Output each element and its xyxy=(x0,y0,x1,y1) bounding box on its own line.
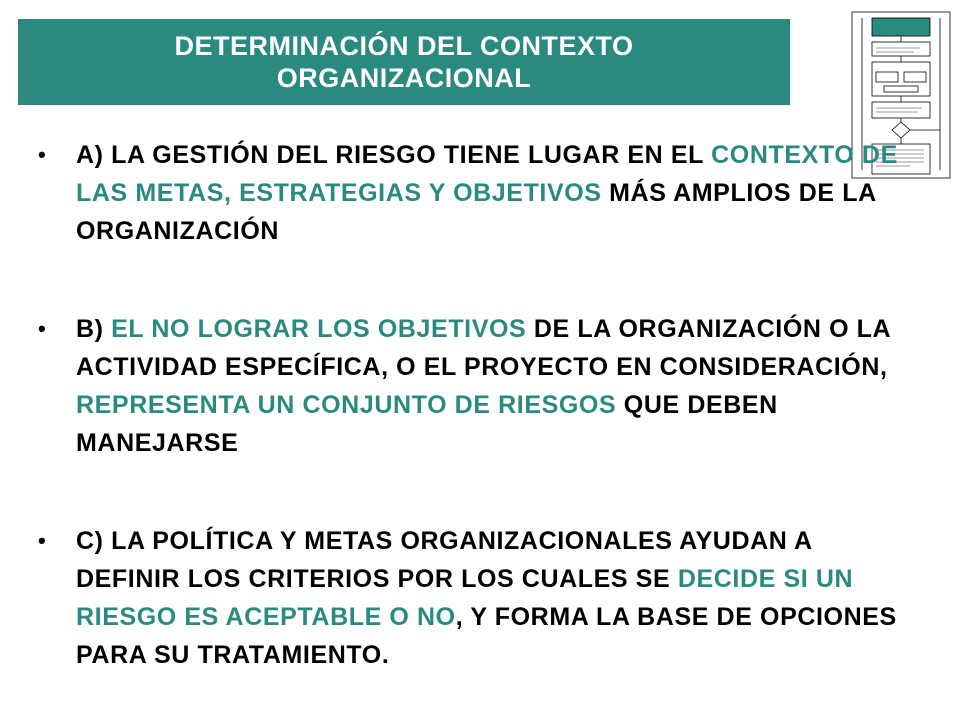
slide-title-line2: ORGANIZACIONAL xyxy=(276,63,532,93)
bullet-item-a xyxy=(36,136,906,250)
bullet-highlight: CONTEXTO DE LAS METAS, ESTRATEGIAS Y OBJETIVOS xyxy=(76,141,898,207)
bullet-list xyxy=(36,136,906,674)
bullet-text: B) xyxy=(76,315,112,343)
slide-title-line1: DETERMINACIÓN DEL CONTEXTO xyxy=(174,31,634,61)
bullet-item-c xyxy=(36,522,906,674)
bullet-text: , Y FORMA LA BASE DE OPCIONES PARA SU TRATAMIENTO. xyxy=(76,603,897,669)
bullet-highlight: DECIDE SI UN RIESGO ES ACEPTABLE O NO xyxy=(76,565,854,631)
slide-title xyxy=(18,19,790,105)
bullet-text: MÁS AMPLIOS DE LA ORGANIZACIÓN xyxy=(76,179,876,245)
bullet-text: A) LA GESTIÓN DEL RIESGO TIENE LUGAR EN EL xyxy=(76,141,712,169)
bullet-item-b xyxy=(36,310,906,462)
bullet-highlight: REPRESENTA UN CONJUNTO DE RIESGOS xyxy=(76,391,617,419)
bullet-text: DE LA ORGANIZACIÓN O LA ACTIVIDAD ESPECÍFICA, O EL PROYECTO EN CONSIDERACIÓN, xyxy=(76,315,891,381)
bullet-text: C) LA POLÍTICA Y METAS ORGANIZACIONALES AYUDAN A DEFINIR LOS CRITERIOS POR LOS CUALES SE xyxy=(76,527,812,593)
bullet-text: QUE DEBEN MANEJARSE xyxy=(76,391,778,457)
bullet-highlight: EL NO LOGRAR LOS OBJETIVOS xyxy=(111,315,527,343)
